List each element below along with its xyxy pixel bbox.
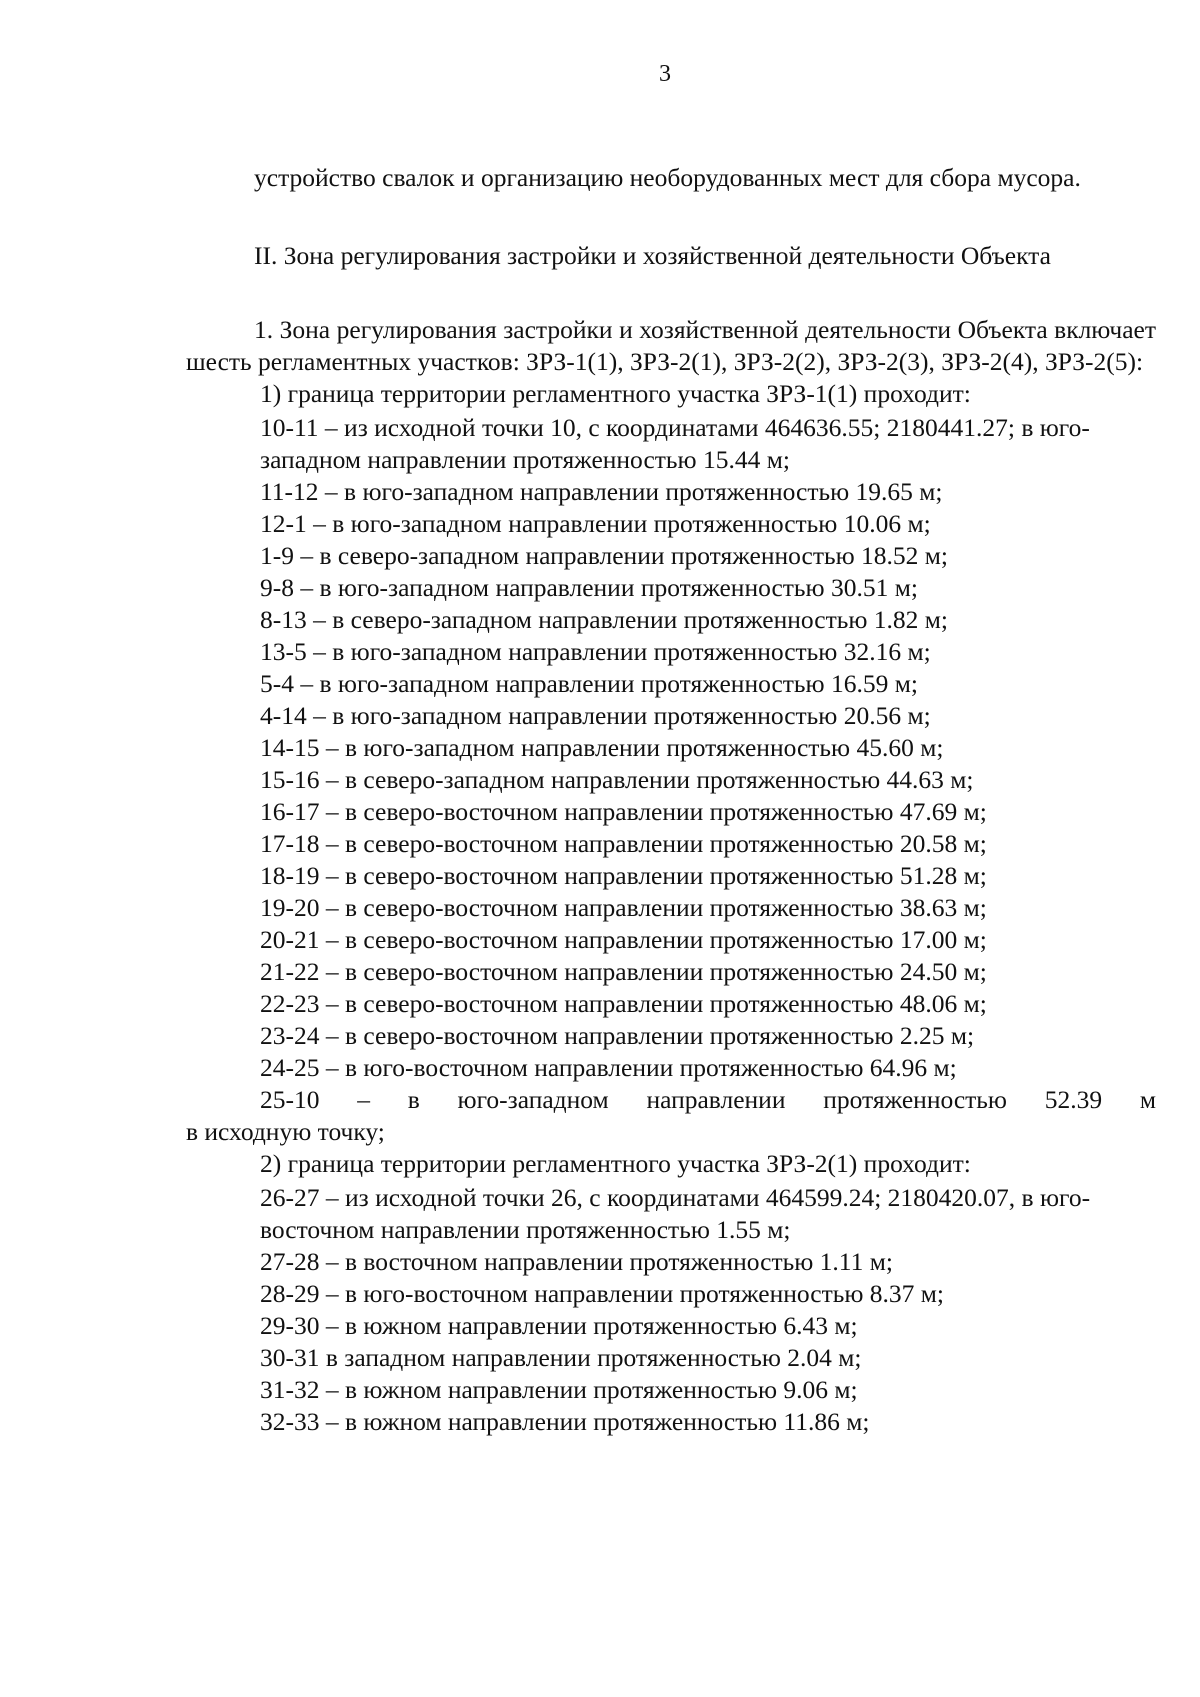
boundary-segment: 27-28 – в восточном направлении протяженностью 1.11 м; [260, 1247, 893, 1276]
boundary-segment: 21-22 – в северо-восточном направлении протяженностью 24.50 м; [260, 957, 987, 986]
boundary-segment: 14-15 – в юго-западном направлении протяженностью 45.60 м; [260, 733, 944, 762]
boundary-segment: 18-19 – в северо-восточном направлении протяженностью 51.28 м; [260, 861, 987, 890]
boundary-segment: 1-9 – в северо-западном направлении протяженностью 18.52 м; [260, 541, 948, 570]
boundary-segment: 15-16 – в северо-западном направлении протяженностью 44.63 м; [260, 765, 974, 794]
boundary-segment: 23-24 – в северо-восточном направлении протяженностью 2.25 м; [260, 1021, 975, 1050]
item-2-start-line [186, 1182, 1156, 1246]
boundary-segment: 17-18 – в северо-восточном направлении протяженностью 20.58 м; [260, 829, 987, 858]
boundary-segment: 28-29 – в юго-восточном направлении протяженностью 8.37 м; [260, 1279, 945, 1308]
boundary-segment: 29-30 – в южном направлении протяженностью 6.43 м; [260, 1311, 858, 1340]
boundary-segment: 20-21 – в северо-восточном направлении протяженностью 17.00 м; [260, 925, 987, 954]
zone-description-paragraph: 1. Зона регулирования застройки и хозяйственной деятельности Объекта включает шесть регламентных участков: ЗРЗ-1(1), ЗРЗ-2(1), ЗРЗ-2(2), ЗРЗ-2(3), ЗРЗ-2(4), ЗРЗ-2(5): [186, 315, 1156, 376]
boundary-segment: 16-17 – в северо-восточном направлении протяженностью 47.69 м; [260, 797, 987, 826]
item-2-heading: 2) граница территории регламентного участка ЗРЗ-2(1) проходит: [260, 1149, 971, 1178]
boundary-segment: 31-32 – в южном направлении протяженностью 9.06 м; [260, 1375, 858, 1404]
intro-paragraph: устройство свалок и организацию необорудованных мест для сбора мусора. [254, 163, 1081, 192]
boundary-segment: 32-33 – в южном направлении протяженностью 11.86 м; [260, 1407, 870, 1436]
document-body [186, 162, 1156, 1438]
boundary-segment: 13-5 – в юго-западном направлении протяженностью 32.16 м; [260, 637, 931, 666]
item-2-segment-list [186, 1246, 1156, 1438]
boundary-segment: 22-23 – в северо-восточном направлении протяженностью 48.06 м; [260, 989, 987, 1018]
item-1-final-segment-line: 25-10 – в юго-западном направлении протяженностью 52.39 м [260, 1085, 1156, 1114]
boundary-segment: 8-13 – в северо-западном направлении протяженностью 1.82 м; [260, 605, 948, 634]
section-heading: II. Зона регулирования застройки и хозяйственной деятельности Объекта [254, 241, 1051, 270]
item-2-start-text: 26-27 – из исходной точки 26, с координатами 464599.24; 2180420.07, в юго-восточном направлении протяженностью 1.55 м; [260, 1183, 1091, 1244]
boundary-segment: 30-31 в западном направлении протяженностью 2.04 м; [260, 1343, 862, 1372]
boundary-segment: 19-20 – в северо-восточном направлении протяженностью 38.63 м; [260, 893, 987, 922]
item-1-start-line [186, 412, 1156, 476]
boundary-segment: 5-4 – в юго-западном направлении протяженностью 16.59 м; [260, 669, 918, 698]
boundary-segment: 4-14 – в юго-западном направлении протяженностью 20.56 м; [260, 701, 931, 730]
item-1-final-segment-continuation: в исходную точку; [186, 1117, 385, 1146]
item-1-heading: 1) граница территории регламентного участка ЗРЗ-1(1) проходит: [260, 379, 971, 408]
boundary-segment: 24-25 – в юго-восточном направлении протяженностью 64.96 м; [260, 1053, 957, 1082]
item-1-start-text: 10-11 – из исходной точки 10, с координатами 464636.55; 2180441.27; в юго-западном направлении протяженностью 15.44 м; [260, 413, 1090, 474]
page-number: 3 [659, 61, 671, 87]
boundary-segment: 9-8 – в юго-западном направлении протяженностью 30.51 м; [260, 573, 918, 602]
boundary-segment: 11-12 – в юго-западном направлении протяженностью 19.65 м; [260, 477, 943, 506]
item-1-segment-list [186, 476, 1156, 1084]
boundary-segment: 12-1 – в юго-западном направлении протяженностью 10.06 м; [260, 509, 931, 538]
